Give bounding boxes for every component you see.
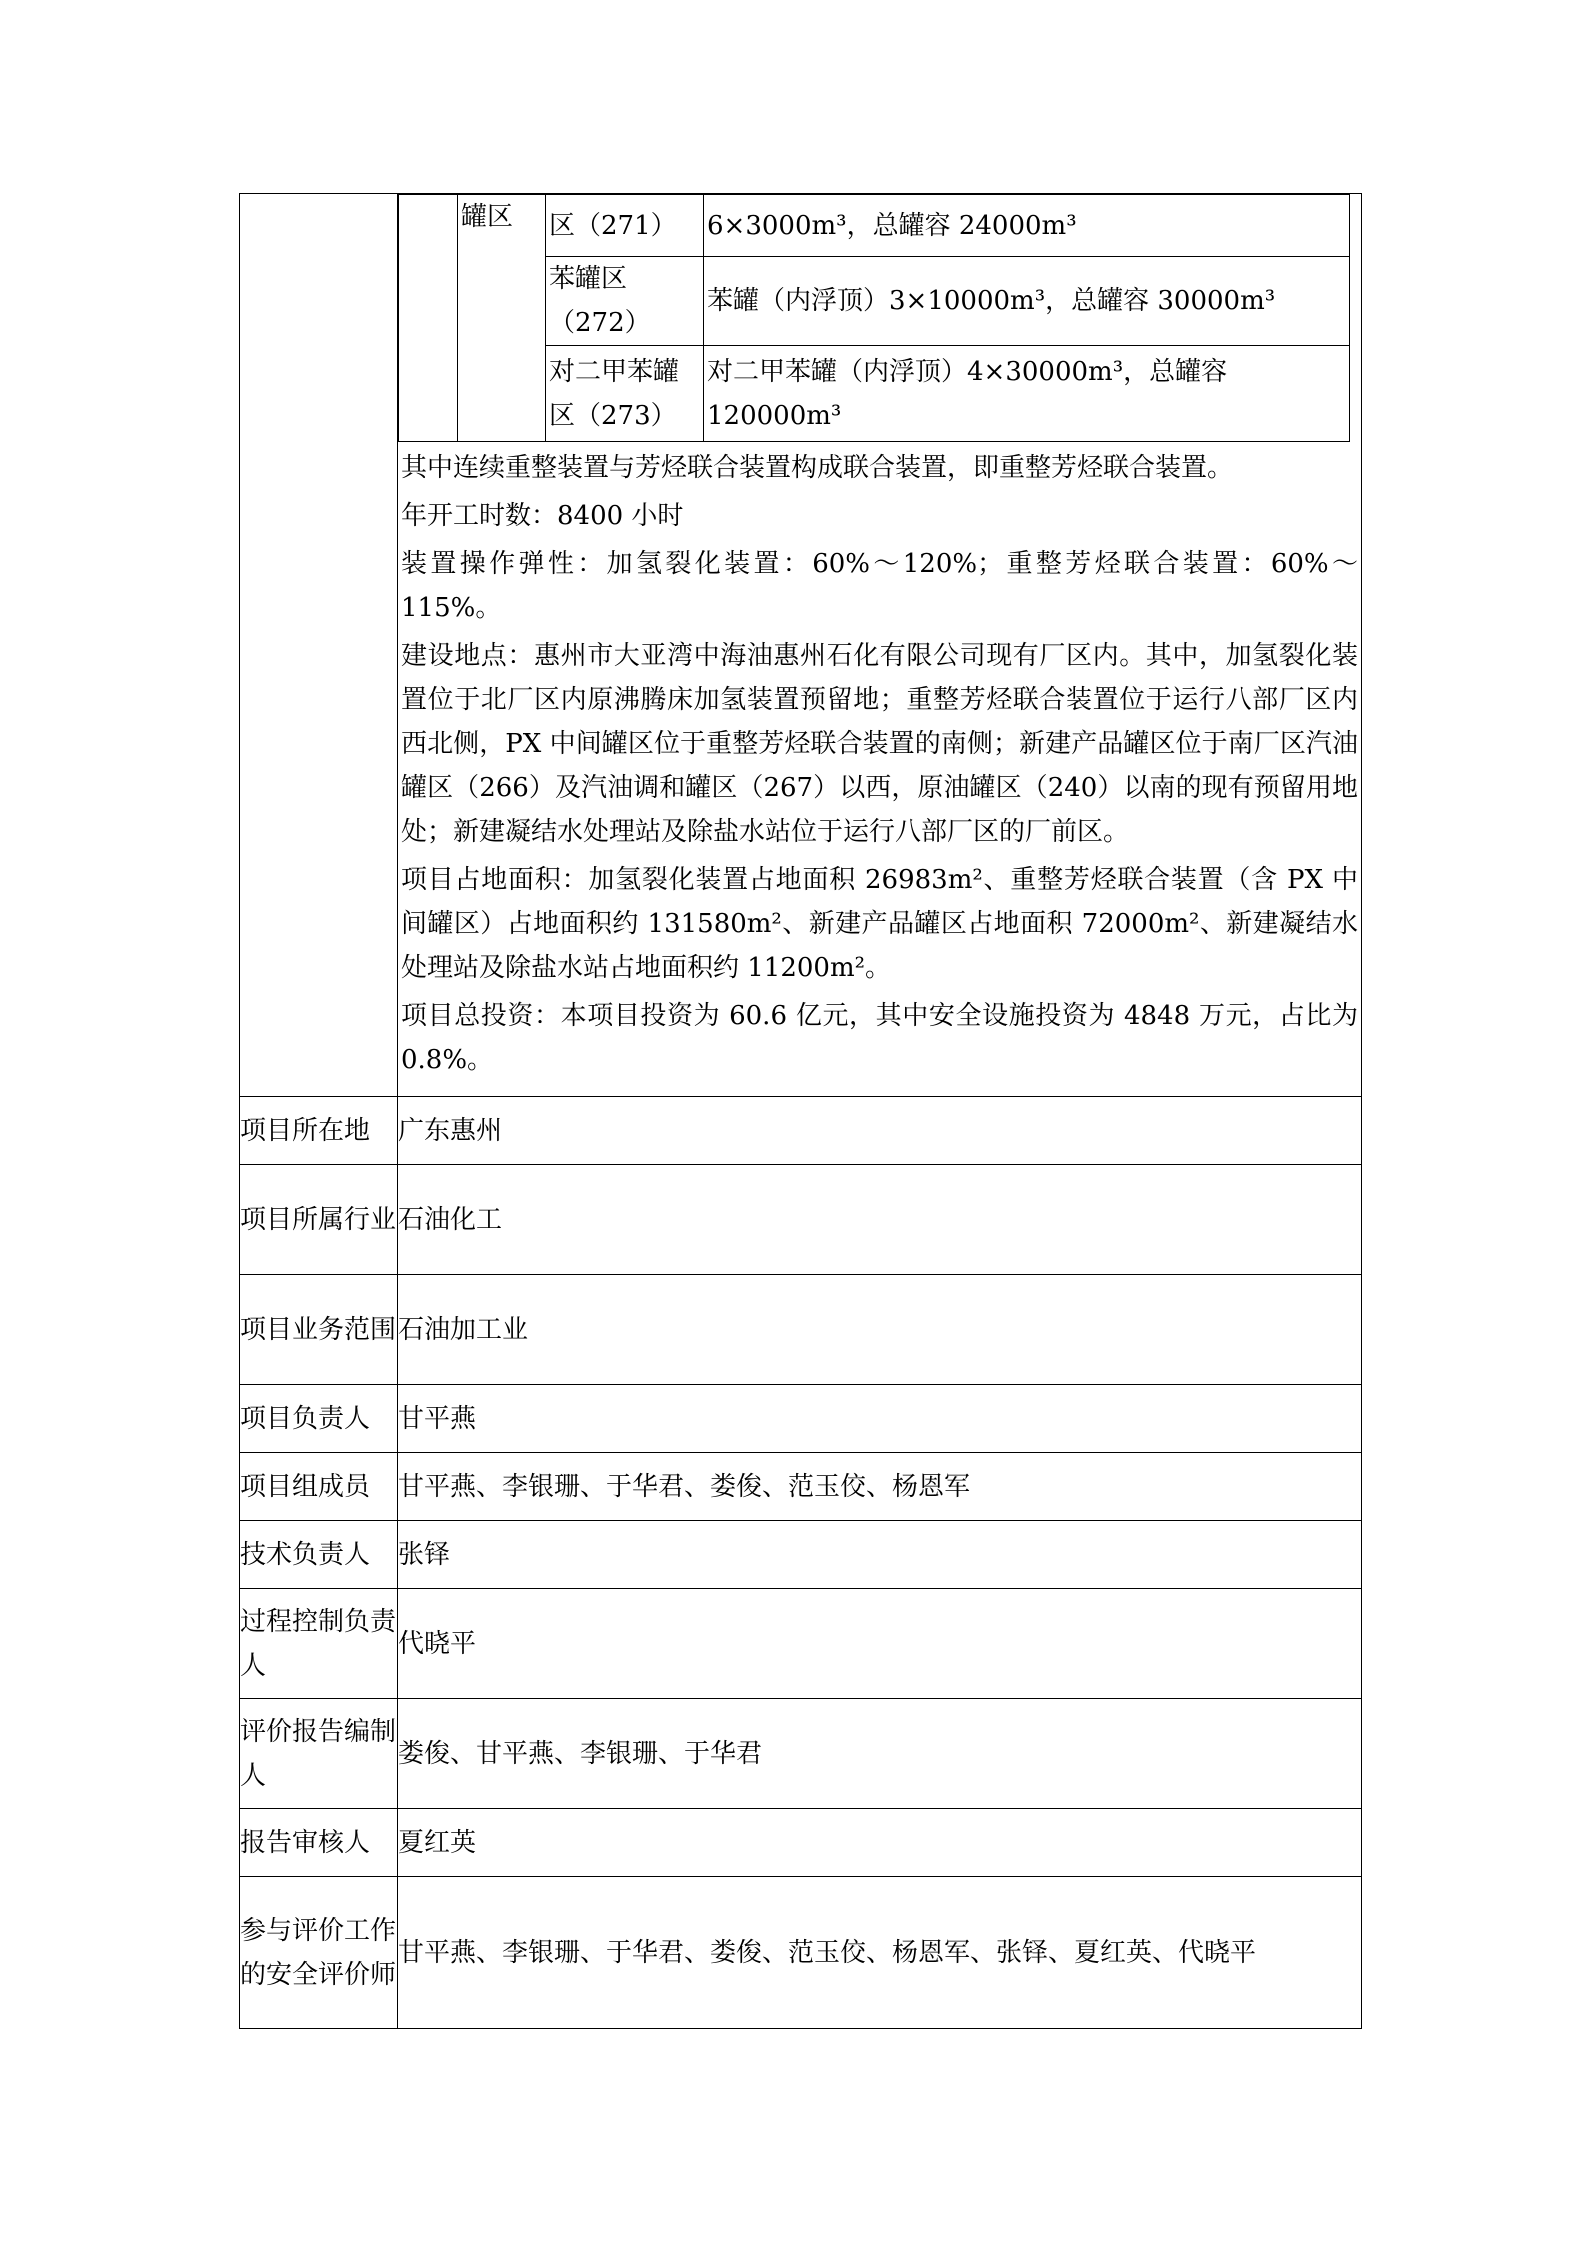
tank-spec-cell: 6×3000m³，总罐容 24000m³: [704, 195, 1350, 257]
row-value: 娄俊、甘平燕、李银珊、于华君: [398, 1699, 1362, 1809]
row-label: 技术负责人: [240, 1521, 398, 1589]
row-value: 甘平燕、李银珊、于华君、娄俊、范玉佼、杨恩军、张铎、夏红英、代晓平: [398, 1877, 1362, 2029]
row-value: 夏红英: [398, 1809, 1362, 1877]
info-row: [240, 1453, 1362, 1521]
paragraph: 项目总投资：本项目投资为 60.6 亿元，其中安全设施投资为 4848 万元，占比为 0.8%。: [401, 1001, 1358, 1075]
info-row: [240, 1165, 1362, 1275]
info-row: [240, 1877, 1362, 2029]
row-label: 报告审核人: [240, 1809, 398, 1877]
project-overview-row: [240, 194, 1362, 1097]
info-row: [240, 1521, 1362, 1589]
tank-name-cell: 对二甲苯罐区（273）: [546, 346, 704, 442]
row-value: 甘平燕、李银珊、于华君、娄俊、范玉佼、杨恩军: [398, 1453, 1362, 1521]
tank-spec-cell: 对二甲苯罐（内浮顶）4×30000m³，总罐容 120000m³: [704, 346, 1350, 442]
info-row: [240, 1097, 1362, 1165]
overview-paragraphs: [398, 442, 1361, 1096]
row-label: 项目负责人: [240, 1385, 398, 1453]
info-row: [240, 1699, 1362, 1809]
paragraph: 其中连续重整装置与芳烃联合装置构成联合装置，即重整芳烃联合装置。: [401, 453, 1234, 483]
row-label: 项目所属行业: [240, 1165, 398, 1275]
tank-name-cell: 苯罐区（272）: [546, 257, 704, 346]
row-label: 过程控制负责人: [240, 1589, 398, 1699]
info-row: [240, 1385, 1362, 1453]
overview-content-cell: [398, 194, 1362, 1097]
row-value: 代晓平: [398, 1589, 1362, 1699]
row-value: 张铎: [398, 1521, 1362, 1589]
info-row: [240, 1809, 1362, 1877]
info-row: [240, 1275, 1362, 1385]
paragraph: 建设地点：惠州市大亚湾中海油惠州石化有限公司现有厂区内。其中，加氢裂化装置位于北厂区内原沸腾床加氢装置预留地；重整芳烃联合装置位于运行八部厂区内西北侧，PX 中间罐区位于重整芳烃联合装置的南侧；新建产品罐区位于南厂区汽油罐区（266）及汽油调和罐区（267）以西，原油罐区（240）以南的现有预留用地处；新建凝结水处理站及除盐水站位于运行八部厂区的厂前区。: [401, 641, 1358, 847]
tank-blank-cell: [399, 195, 458, 442]
project-info-table: [239, 193, 1362, 2029]
row-value: 甘平燕: [398, 1385, 1362, 1453]
overview-label-cell: [240, 194, 398, 1097]
row-value: 石油加工业: [398, 1275, 1362, 1385]
row-label: 参与评价工作的安全评价师: [240, 1877, 398, 2029]
info-row: [240, 1589, 1362, 1699]
row-label: 评价报告编制人: [240, 1699, 398, 1809]
paragraph: 装置操作弹性：加氢裂化装置：60%～120%；重整芳烃联合装置：60%～115%。: [401, 549, 1358, 623]
row-label: 项目所在地: [240, 1097, 398, 1165]
paragraph: 年开工时数：8400 小时: [401, 501, 684, 531]
tank-name-cell: 区（271）: [546, 195, 704, 257]
row-value: 广东惠州: [398, 1097, 1362, 1165]
row-value: 石油化工: [398, 1165, 1362, 1275]
tank-row: [399, 195, 1350, 257]
row-label: 项目组成员: [240, 1453, 398, 1521]
tank-spec-cell: 苯罐（内浮顶）3×10000m³，总罐容 30000m³: [704, 257, 1350, 346]
row-label: 项目业务范围: [240, 1275, 398, 1385]
tank-group-cell: 罐区: [458, 195, 546, 442]
tank-area-table: [398, 194, 1350, 442]
paragraph: 项目占地面积：加氢裂化装置占地面积 26983m²、重整芳烃联合装置（含 PX 中间罐区）占地面积约 131580m²、新建产品罐区占地面积 72000m²、新建凝结水处理站及除盐水站占地面积约 11200m²。: [401, 865, 1358, 983]
